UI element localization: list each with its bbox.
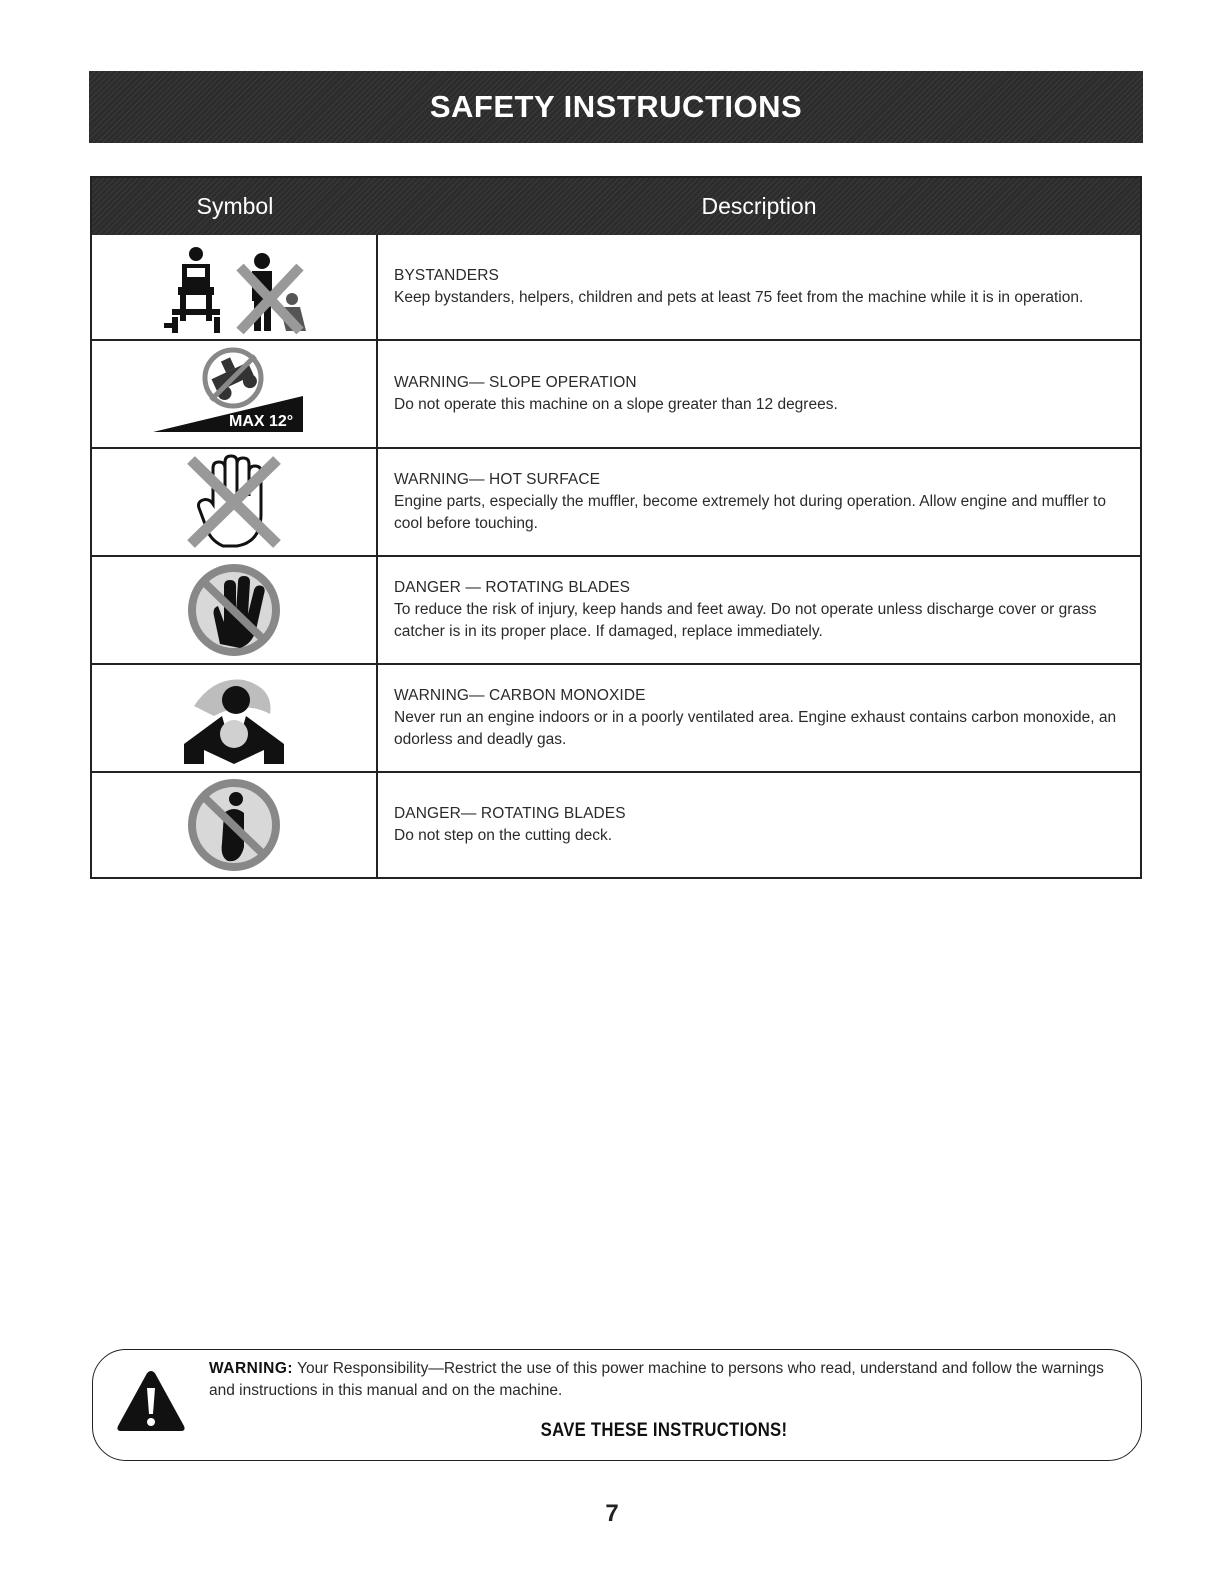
no-step-deck-icon: [184, 777, 284, 873]
hot-surface-icon: [179, 454, 289, 550]
table-row: [92, 555, 1140, 663]
header-symbol: Symbol: [196, 193, 274, 219]
page-banner: [89, 71, 1143, 143]
table-row: [92, 339, 1140, 447]
table-row: [92, 447, 1140, 555]
save-instructions: SAVE THESE INSTRUCTIONS!: [540, 1420, 788, 1441]
bystanders-icon: [154, 237, 314, 337]
warning-triangle-icon: [115, 1368, 187, 1434]
slope-max-12-icon: [149, 346, 319, 442]
table-row: [92, 235, 1140, 339]
no-hands-blades-icon: [184, 562, 284, 658]
row-title: BYSTANDERS: [394, 267, 499, 284]
row-text: Keep bystanders, helpers, children and pets at least 75 feet from the machine while it is in operation.: [394, 289, 1084, 306]
row-title: WARNING— HOT SURFACE: [394, 471, 601, 488]
carbon-monoxide-icon: [174, 670, 294, 766]
warning-body: Your Responsibility—Restrict the use of this power machine to persons who read, understand and follow the warnings and instructions in this manual and on the machine.: [209, 1360, 1104, 1399]
warning-label: WARNING:: [209, 1360, 294, 1377]
table-row: [92, 663, 1140, 771]
row-title: DANGER — ROTATING BLADES: [394, 579, 631, 596]
table-header: [92, 178, 1140, 235]
warning-text: [209, 1358, 1109, 1402]
row-title: WARNING— SLOPE OPERATION: [394, 374, 637, 391]
safety-symbols-table: [90, 176, 1142, 879]
row-text: Never run an engine indoors or in a poorly ventilated area. Engine exhaust contains carbon monoxide, an odorless and deadly gas.: [394, 709, 1117, 748]
row-text: Do not step on the cutting deck.: [394, 827, 612, 844]
row-title: WARNING— CARBON MONOXIDE: [394, 687, 646, 704]
row-text: Engine parts, especially the muffler, become extremely hot during operation. Allow engine and muffler to cool before touching.: [394, 493, 1106, 532]
page-number: 7: [605, 1500, 619, 1527]
row-text: Do not operate this machine on a slope greater than 12 degrees.: [394, 396, 838, 413]
table-row: [92, 771, 1140, 877]
row-title: DANGER— ROTATING BLADES: [394, 805, 626, 822]
slope-label: MAX 12°: [229, 413, 294, 430]
responsibility-warning-box: [92, 1349, 1142, 1461]
header-description: Description: [701, 193, 817, 219]
page-title: SAFETY INSTRUCTIONS: [429, 89, 803, 124]
row-text: To reduce the risk of injury, keep hands and feet away. Do not operate unless discharge cover or grass catcher is in its proper place. If damaged, replace immediately.: [394, 601, 1097, 640]
